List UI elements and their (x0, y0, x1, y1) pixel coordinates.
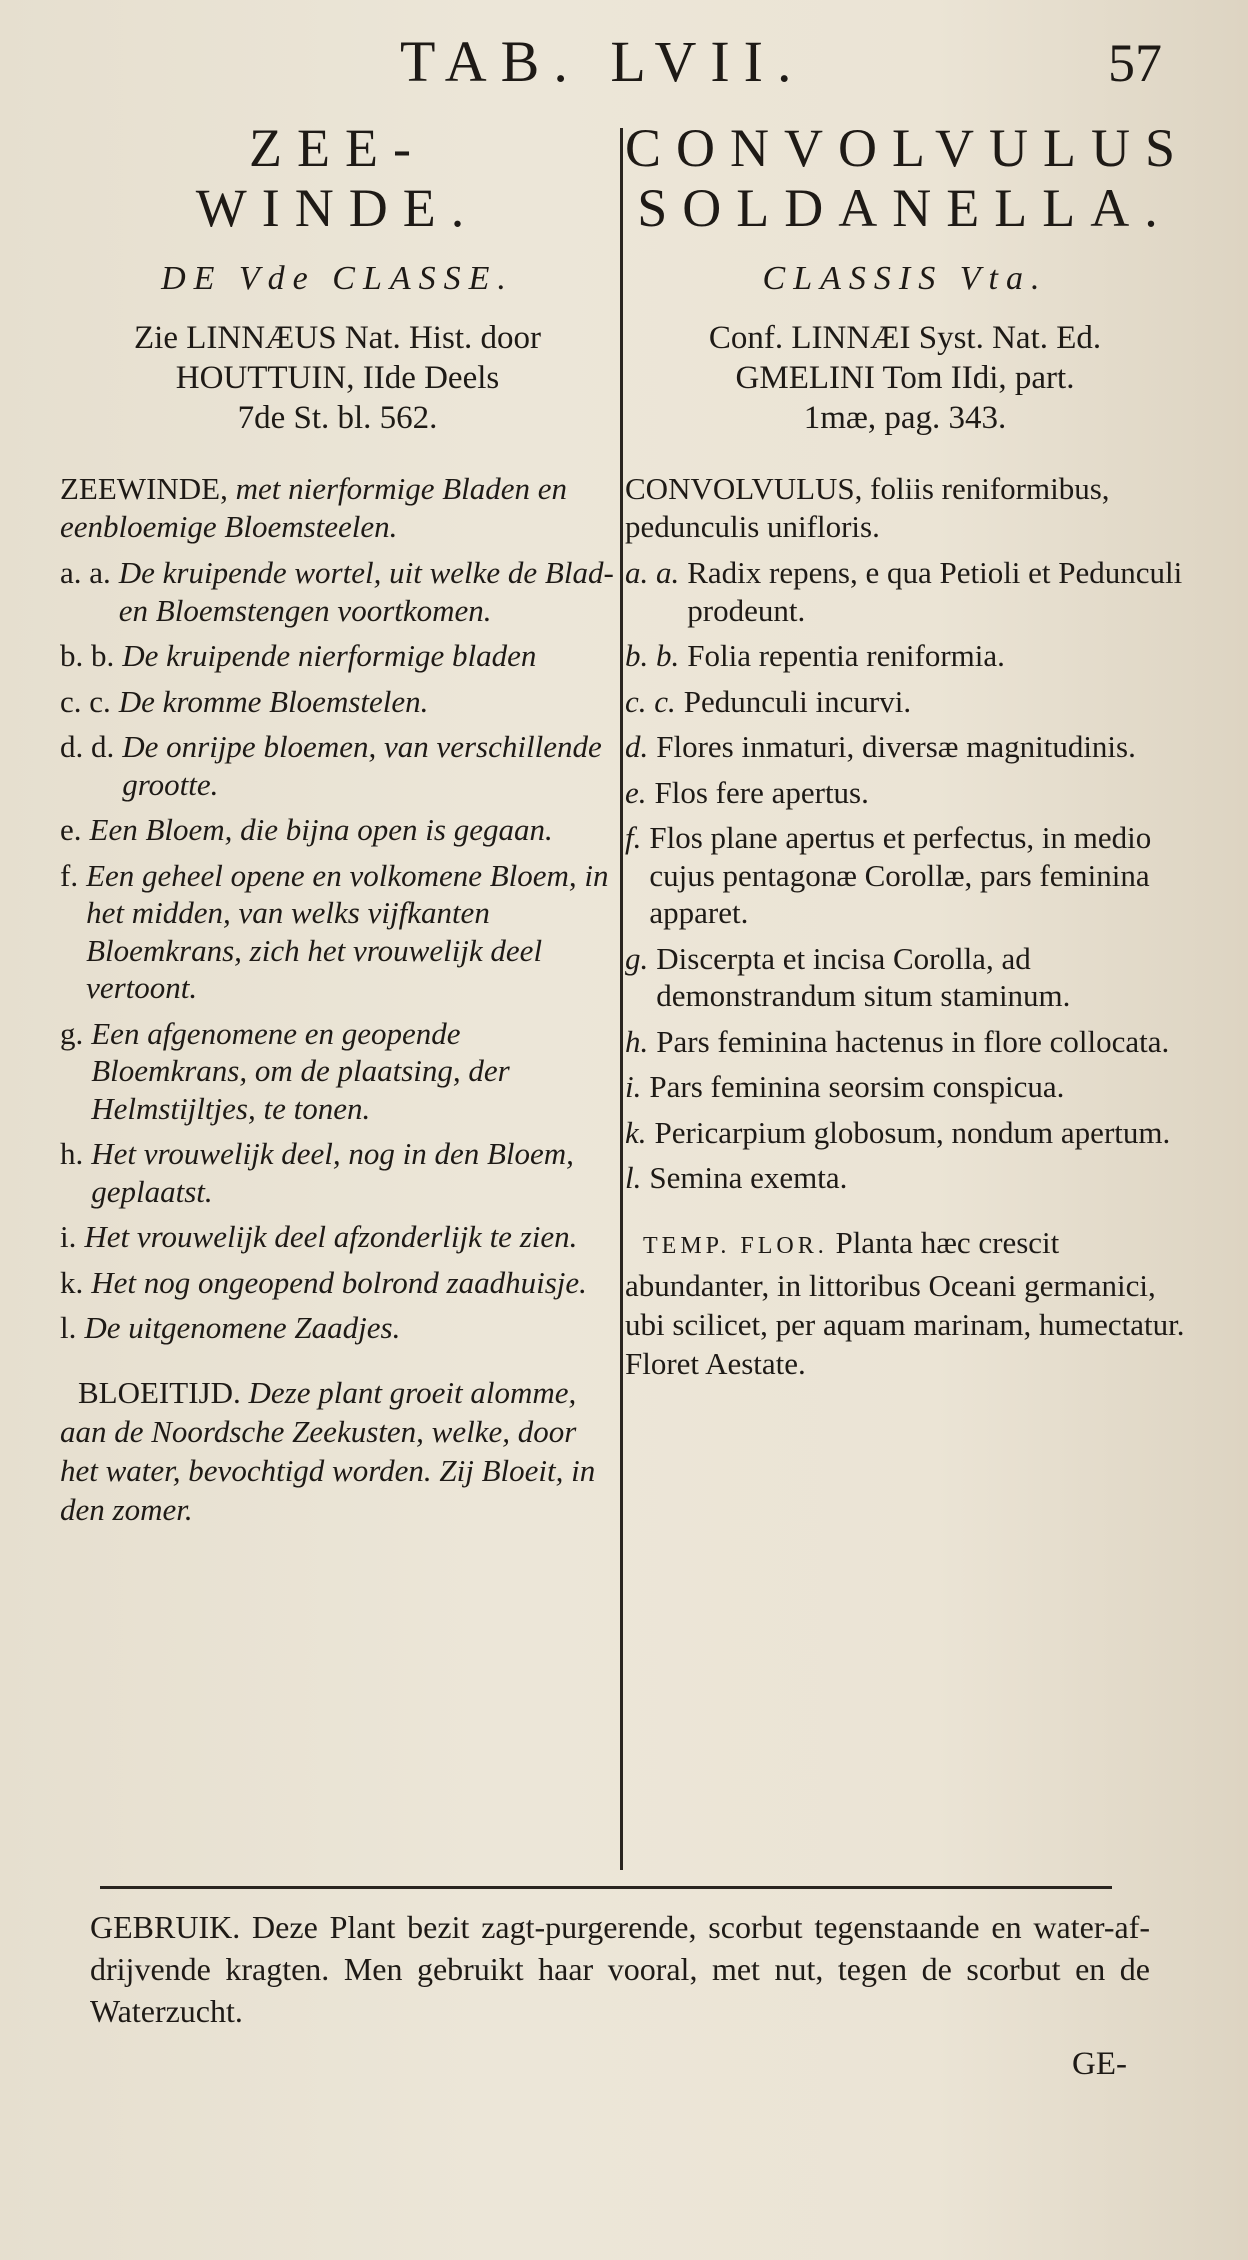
item-label: b. b. (625, 638, 680, 673)
latin-description-lead: CONVOLVULUS, (625, 471, 863, 506)
list-item (60, 637, 615, 675)
latin-description (625, 470, 1185, 546)
item-text: Pedunculi incurvi. (683, 683, 912, 719)
flowering-lead: BLOEITIJD. (78, 1374, 241, 1410)
item-text: Flos plane apertus et perfectus, in medio cujus pentagonæ Corollæ, pars feminina apparet. (649, 820, 1152, 930)
item-text: Een afgenomene en geopende Bloemkrans, om de plaatsing, der Helmstijltjes, te tonen. (91, 1015, 510, 1126)
latin-description-text: foliis reniformibus, pedunculis unifloris. (625, 471, 1110, 544)
item-label: f. (60, 857, 79, 893)
dutch-title-line-2: WINDE. (195, 178, 480, 238)
flowering-text: Planta hæc crescit abundanter, in littoribus Oceani germanici, ubi scilicet, per aquam marinam, humectatur. Floret Aestate. (625, 1224, 1185, 1381)
flowering-lead: TEMP. FLOR. (643, 1232, 828, 1259)
page-header (0, 22, 1248, 92)
list-item (625, 554, 1185, 629)
list-item (625, 1023, 1185, 1061)
item-text: Het nog ongeopend bolrond zaadhuisje. (91, 1264, 587, 1300)
dutch-reference-line: HOUTTUIN, IIde Deels (175, 360, 500, 396)
catchword: GE- (1072, 2046, 1127, 2082)
latin-title-line-1: CONVOLVULUS (625, 118, 1191, 178)
item-text: Het vrouwelijk deel afzonderlijk te zien. (84, 1219, 578, 1254)
list-item (625, 1068, 1185, 1106)
list-item (625, 1159, 1185, 1197)
usage-lead: GEBRUIK. (90, 1909, 241, 1945)
item-text: Pars feminina seorsim conspicua. (649, 1069, 1065, 1104)
latin-reference-line: Conf. LINNÆI Syst. Nat. Ed. (708, 320, 1102, 356)
item-text: Discerpta et incisa Corolla, ad demonstrandum situm staminum. (656, 940, 1071, 1013)
item-text: Een geheel opene en volkomene Bloem, in het midden, van welks vijfkanten Bloemkrans, zich het vrouwelijk deel vertoont. (86, 857, 609, 1005)
item-text: Een Bloem, die bijna open is gegaan. (89, 812, 553, 847)
list-item (625, 683, 1185, 721)
item-text: Flos fere apertus. (654, 774, 869, 810)
latin-reference (625, 318, 1185, 438)
item-label: h. (60, 1136, 84, 1171)
list-item (60, 683, 615, 721)
item-text: Flores inmaturi, diversæ magnitudinis. (656, 729, 1136, 764)
item-label: e. (625, 774, 647, 810)
item-text: Pericarpium globosum, nondum apertum. (654, 1114, 1171, 1150)
list-item (625, 819, 1185, 932)
item-label: c. c. (60, 683, 111, 719)
dutch-title-line-1: ZEE- (249, 118, 426, 178)
latin-title-line-2: SOLDANELLA. (637, 178, 1173, 238)
dutch-figure-legend (60, 554, 615, 1347)
list-item (60, 1015, 615, 1128)
dutch-reference (60, 318, 615, 438)
list-item (60, 1309, 615, 1347)
item-label: i. (625, 1069, 642, 1104)
item-text: De kruipende nierformige bladen (122, 638, 537, 673)
dutch-description-lead: ZEEWINDE, (60, 471, 228, 506)
latin-reference-line: 1mæ, pag. 343. (803, 400, 1007, 436)
item-text: Radix repens, e qua Petioli et Pedunculi prodeunt. (687, 555, 1183, 628)
item-label: g. (60, 1015, 84, 1051)
section-rule (100, 1886, 1112, 1889)
item-label: k. (625, 1114, 647, 1150)
list-item (60, 1135, 615, 1210)
list-item (625, 637, 1185, 675)
item-text: De kruipende wortel, uit welke de Blad- en Bloemstengen voortkomen. (118, 555, 614, 628)
list-item (60, 811, 615, 849)
item-label: f. (625, 820, 642, 855)
item-label: l. (625, 1160, 642, 1195)
dutch-flowering-time (60, 1373, 615, 1529)
usage-paragraph (90, 1906, 1150, 2032)
item-label: b. b. (60, 638, 115, 673)
item-label: l. (60, 1310, 77, 1345)
item-text: Folia repentia reniformia. (687, 638, 1005, 673)
item-label: h. (625, 1023, 649, 1059)
item-label: d. (625, 729, 649, 764)
item-label: k. (60, 1264, 84, 1300)
dutch-reference-line: Zie LINNÆUS Nat. Hist. door (134, 320, 541, 356)
item-text: Pars feminina hactenus in flore collocata. (656, 1023, 1170, 1059)
dutch-column (60, 118, 615, 1868)
item-text: Semina exemta. (649, 1160, 848, 1195)
latin-reference-line: GMELINI Tom IIdi, part. (735, 360, 1075, 396)
list-item (60, 554, 615, 629)
list-item (60, 1218, 615, 1256)
usage-text: Deze Plant bezit zagt-purgerende, scorbut tegenstaande en water-af-drijvende kragten. Men gebruikt haar vooral, met nut, tegen de scorbut en de Waterzucht. (90, 1909, 1151, 2029)
page-number: 57 (1108, 33, 1162, 93)
list-item (625, 940, 1185, 1015)
list-item (625, 774, 1185, 812)
list-item (60, 857, 615, 1007)
column-divider (620, 128, 623, 1870)
item-text: De onrijpe bloemen, van verschillende grootte. (122, 729, 602, 802)
list-item (60, 1264, 615, 1302)
item-text: De uitgenomene Zaadjes. (84, 1310, 401, 1345)
plate-title: TAB. LVII. (400, 29, 806, 94)
dutch-description-text: met nierformige Bladen en eenbloemige Bloemsteelen. (60, 471, 568, 544)
dutch-reference-line: 7de St. bl. 562. (237, 400, 438, 436)
item-label: d. d. (60, 729, 115, 764)
item-label: a. a. (60, 555, 111, 590)
latin-flowering-time (625, 1223, 1185, 1383)
dutch-class-heading: DE Vde CLASSE. (161, 260, 514, 297)
item-text: De kromme Bloemstelen. (118, 683, 429, 719)
item-label: e. (60, 812, 82, 847)
dutch-description (60, 470, 615, 546)
item-label: a. a. (625, 555, 680, 590)
item-text: Het vrouwelijk deel, nog in den Bloem, geplaatst. (91, 1136, 574, 1209)
latin-figure-legend (625, 554, 1185, 1197)
item-label: i. (60, 1219, 77, 1254)
flowering-text: Deze plant groeit alomme, aan de Noordsche Zeekusten, welke, door het water, bevochtigd worden. Zij Bloeit, in den zomer. (60, 1374, 596, 1527)
item-label: g. (625, 940, 649, 976)
list-item (625, 728, 1185, 766)
latin-column (625, 118, 1191, 1868)
item-label: c. c. (625, 683, 676, 719)
list-item (625, 1114, 1185, 1152)
latin-class-heading: CLASSIS Vta. (762, 260, 1048, 297)
list-item (60, 728, 615, 803)
